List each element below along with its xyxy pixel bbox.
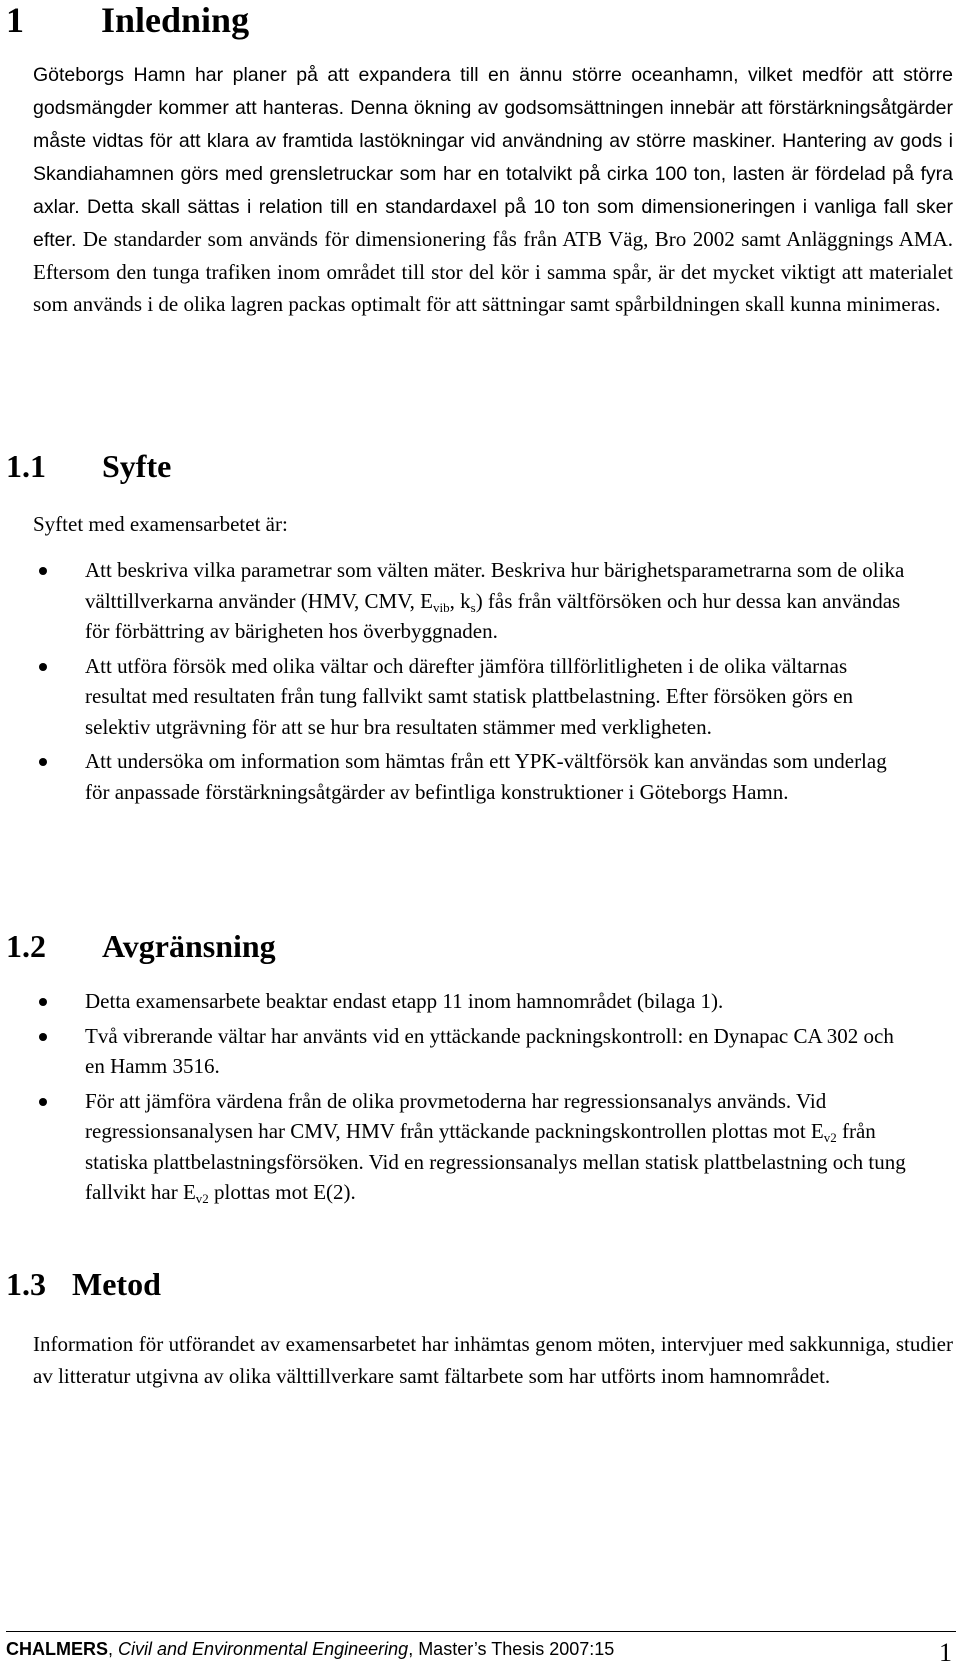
bullet-icon [39,567,47,575]
list-item [33,746,913,807]
syfte-lead: Syftet med examensarbetet är: [33,512,288,536]
footer-brand: CHALMERS [6,1639,108,1659]
bullet-icon [39,663,47,671]
list-item [33,1086,913,1208]
subscript: vib [433,599,450,615]
list-item-text: Detta examensarbete beaktar endast etapp 11 inom hamnområdet (bilaga 1). [85,989,724,1013]
section-heading-syfte [6,448,171,484]
section-heading-avgransning [6,928,276,964]
bullet-icon [39,1098,47,1106]
list-item [33,555,913,647]
list-item-text: Två vibrerande vältar har använts vid en yttäckande packningskontroll: en Dynapac CA 302 och en Hamm 3516. [85,1023,894,1078]
list-item-text: Att undersöka om information som hämtas från ett YPK-vältförsök kan användas som underlag för anpassade förstärkningsåtgärder av befintliga konstruktioner i Göteborgs Hamn. [85,749,887,804]
list-item-text: plottas mot E(2). [208,1180,356,1204]
section-title: Syfte [102,448,172,484]
footer-thesis: , Master’s Thesis 2007:15 [408,1639,615,1659]
avgransning-list [33,986,913,1208]
page-footer [6,1631,956,1668]
chapter-heading [6,0,249,40]
bullet-icon [39,1033,47,1041]
list-item-text: Att beskriva vilka parametrar som välten mäter. Beskriva hur bärighetsparametrarna som de olika välttillverkarna använder (HMV, CMV, E [85,558,905,613]
section-title: Metod [72,1266,161,1302]
section-title: Avgränsning [102,928,276,964]
chapter-title: Inledning [101,0,250,40]
page-number: 1 [939,1638,952,1667]
list-item [33,1021,913,1082]
list-item-text: , k [449,588,471,613]
footer-department: Civil and Environmental Engineering [118,1639,409,1659]
section-heading-metod [6,1266,161,1302]
subscript: s [470,599,476,615]
list-item [33,986,913,1017]
intro-paragraph [33,58,953,320]
list-item [33,651,913,743]
syfte-list [33,555,913,807]
bullet-icon [39,998,47,1006]
section-number: 1.3 [6,1266,46,1302]
metod-paragraph: Information för utförandet av examensarbetet har inhämtas genom möten, intervjuer med sakkunniga, studier av litteratur utgivna av olika välttillverkare samt fältarbete som har utförts inom hamnområdet. [33,1332,953,1388]
bullet-icon [39,758,47,766]
section-number: 1.2 [6,928,46,964]
section-number: 1.1 [6,448,46,484]
list-item-text: från statiska plattbelastningsförsöken. Vid en regressionsanalys mellan statisk plattbelastning och tung fallvikt har E [85,1119,906,1204]
chapter-number: 1 [6,0,24,40]
list-item-text: För att jämföra värdena från de olika provmetoderna har regressionsanalys används. Vid regressionsanalysen har CMV, HMV från yttäckande packningskontrollen plottas mot E [85,1088,827,1143]
list-item-text: Att utföra försök med olika vältar och därefter jämföra tillförlitligheten i de olika vältarnas resultat med resultaten från tung fallvikt samt statisk plattbelastning. Efter försöken görs en selektiv utgrävning för att se hur bra resultaten stämmer med verkligheten. [85,653,854,739]
footer-separator: , [108,1639,119,1659]
subscript: v2 [195,1191,209,1206]
intro-serif-text: De standarder som används för dimensionering fås från ATB Väg, Bro 2002 samt Anläggnings AMA. Eftersom den tunga trafiken inom området till stor del kör i samma spår, är det mycket viktigt att materialet som används i de olika lagren packas optimalt för att sättningar samt spårbildningen skall kunna minimeras. [33,227,953,316]
intro-sans-text: Göteborgs Hamn har planer på att expandera till en ännu större oceanhamn, vilket medför att större godsmängder kommer att hanteras. Denna ökning av godsomsättningen innebär att förstärkningsåtgärder måste vidtas för att klara av framtida lastökningar vid användning av större maskiner. Hantering av gods i Skandiahamnen görs med grensletruckar som har en totalvikt på cirka 100 ton, lasten är fördelad på fyra axlar. Detta skall sättas i relation till en standardaxel på 10 ton som dimensioneringen i vanliga fall sker efter. [33,64,953,251]
subscript: v2 [823,1130,837,1145]
list-item-text: ) fås från vältförsöken och hur dessa kan användas för förbättring av bärigheten hos överbyggnaden. [85,588,901,643]
